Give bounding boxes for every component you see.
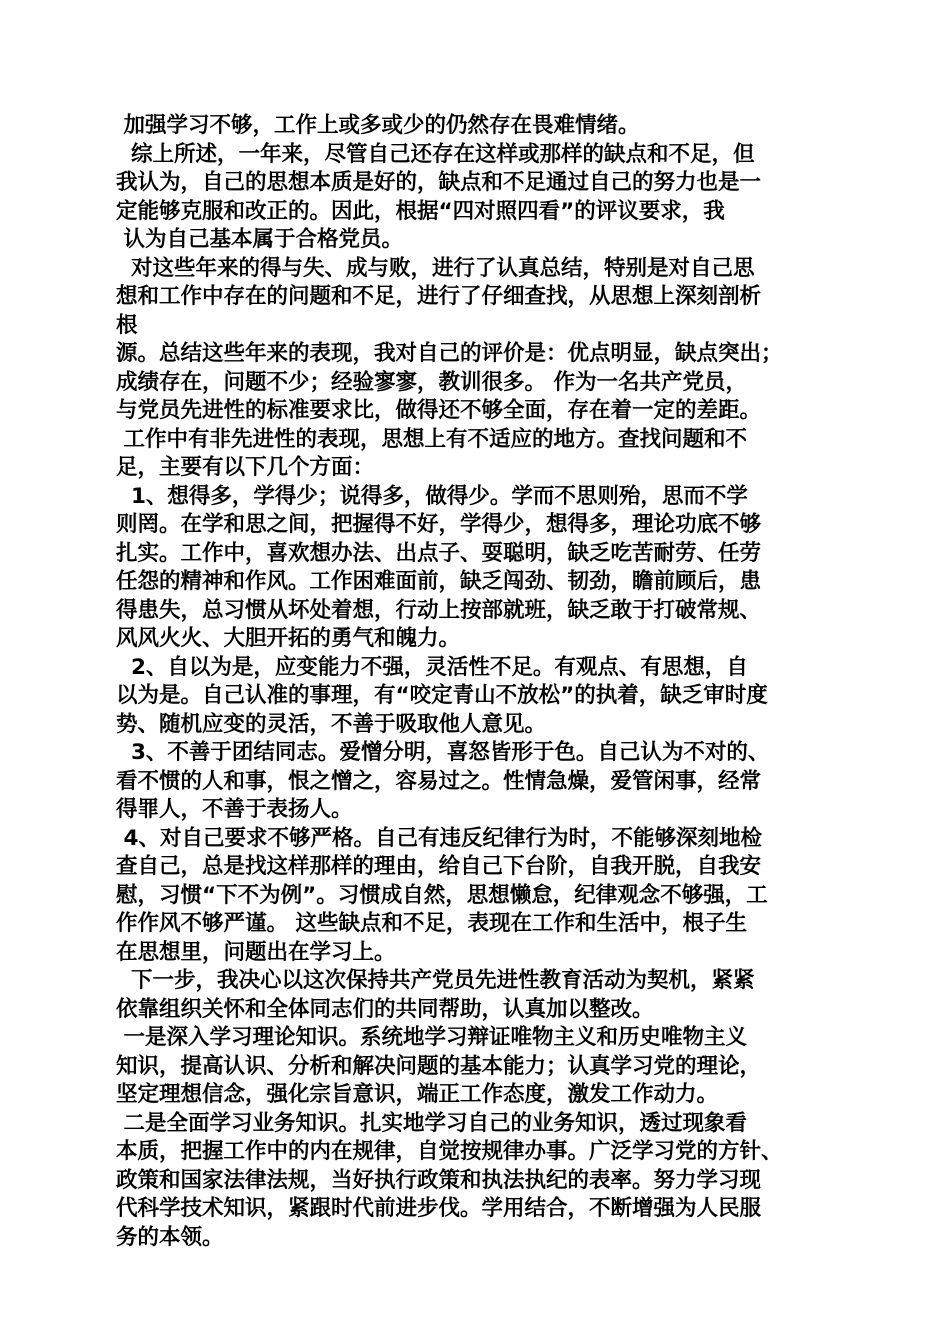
text-line: 坚定理想信念，强化宗旨意识，端正工作态度，激发工作动力。 xyxy=(116,1082,719,1107)
text-line: 得患失，总习惯从坏处着想，行动上按部就班，缺乏敢于打破常规、 xyxy=(116,597,762,623)
text-line: 政策和国家法律法规，当好执行政策和执法执纪的表率。努力学习现 xyxy=(116,1167,762,1193)
text-line: 足，主要有以下几个方面： xyxy=(116,455,375,480)
text-line: 慰，习惯“下不为例”。习惯成自然，思想懒怠，纪律观念不够强，工 xyxy=(116,882,768,908)
text-line: 下一步，我决心以这次保持共产党员先进性教育活动为契机，紧紧 xyxy=(116,968,755,993)
text-line: 综上所述，一年来，尽管自己还存在这样或那样的缺点和不足，但 xyxy=(116,141,755,167)
text-line: 我认为，自己的思想本质是好的，缺点和不足通过自己的努力也是一 xyxy=(116,170,762,195)
text-line: 定能够克服和改正的。因此，根据“四对照四看”的评议要求，我 xyxy=(116,198,725,224)
text-line: 本质，把握工作中的内在规律，自觉按规律办事。广泛学习党的方针、 xyxy=(116,1139,783,1164)
text-line: 加强学习不够，工作上或多或少的仍然存在畏难情绪。 xyxy=(116,113,640,138)
document-body xyxy=(116,112,856,1252)
text-line: 认为自己基本属于合格党员。 xyxy=(116,227,403,252)
text-line: 势、随机应变的灵活，不善于吸取他人意见。 xyxy=(116,711,547,737)
text-line: 依靠组织关怀和全体同志们的共同帮助，认真加以整改。 xyxy=(116,996,654,1022)
text-line: 在思想里，问题出在学习上。 xyxy=(116,939,396,965)
text-line: 作作风不够严谨。 这些缺点和不足，表现在工作和生活中，根子生 xyxy=(116,911,747,936)
text-line: 3、不善于团结同志。爱憎分明，喜怒皆形于色。自己认为不对的、 xyxy=(116,740,770,765)
text-line: 根 xyxy=(116,312,138,338)
text-line: 代科学技术知识，紧跟时代前进步伐。学用结合，不断增强为人民服 xyxy=(116,1196,762,1221)
text-line: 2、自以为是，应变能力不强，灵活性不足。有观点、有思想，自 xyxy=(116,654,748,680)
text-line: 对这些年来的得与失、成与败，进行了认真总结，特别是对自己思 xyxy=(116,255,755,281)
text-line: 查自己，总是找这样那样的理由，给自己下台阶，自我开脱，自我安 xyxy=(116,854,762,879)
text-line: 看不惯的人和事，恨之憎之，容易过之。性情急燥，爱管闲事，经常 xyxy=(116,768,762,794)
text-line: 风风火火、大胆开拓的勇气和魄力。 xyxy=(116,626,461,651)
text-line: 源。总结这些年来的表现，我对自己的评价是：优点明显，缺点突出； xyxy=(116,341,783,366)
text-line: 得罪人，不善于表扬人。 xyxy=(116,797,353,822)
text-line: 想和工作中存在的问题和不足，进行了仔细查找，从思想上深刻剖析 xyxy=(116,284,762,309)
text-line: 任怨的精神和作风。工作困难面前，缺乏闯劲、韧劲，瞻前顾后，患 xyxy=(116,569,762,594)
text-line: 则罔。在学和思之间，把握得不好，学得少，想得多，理论功底不够 xyxy=(116,512,762,537)
text-line: 以为是。自己认准的事理，有“咬定青山不放松”的执着，缺乏审时度 xyxy=(116,683,768,708)
text-line: 务的本领。 xyxy=(116,1224,224,1250)
text-line: 工作中有非先进性的表现，思想上有不适应的地方。查找问题和不 xyxy=(116,426,747,452)
text-line: 二是全面学习业务知识。扎实地学习自己的业务知识，透过现象看 xyxy=(116,1110,747,1136)
text-line: 成绩存在，问题不少；经验寥寥，教训很多。 作为一名共产党员， xyxy=(116,369,747,395)
text-line: 一是深入学习理论知识。系统地学习辩证唯物主义和历史唯物主义 xyxy=(116,1025,747,1050)
text-line: 知识，提高认识、分析和解决问题的基本能力；认真学习党的理论， xyxy=(116,1053,762,1079)
text-line: 1、想得多，学得少；说得多，做得少。学而不思则殆，思而不学 xyxy=(116,483,748,509)
text-line: 与党员先进性的标准要求比，做得还不够全面，存在着一定的差距。 xyxy=(116,398,762,423)
text-line: 4、对自己要求不够严格。自己有违反纪律行为时，不能够深刻地检 xyxy=(116,825,762,851)
text-line: 扎实。工作中，喜欢想办法、出点子、耍聪明，缺乏吃苦耐劳、任劳 xyxy=(116,540,762,566)
